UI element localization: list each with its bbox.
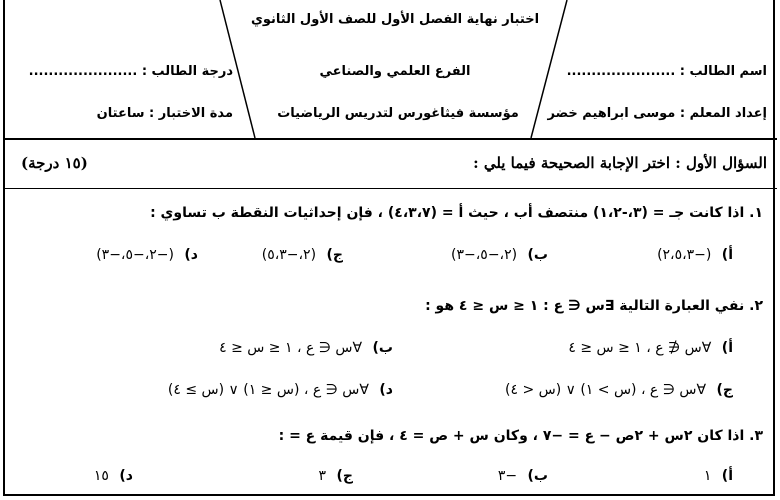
q2-option-c[interactable]	[505, 382, 733, 398]
teacher-label: إعداد المعلم : موسى ابراهيم خضر	[547, 106, 767, 121]
option-text: ∀س ∉ ع ، ١ ≤ س ≤ ٤	[568, 340, 712, 356]
question-1: ١. اذا كانت جـ = (٣،-١،٢) منتصف أب ، حيث أ = (٤،٣،٧) ، فإن إحداثيات النقطة ب تساوي :	[150, 205, 763, 221]
option-text: ١	[703, 468, 712, 484]
option-letter: ج)	[326, 247, 343, 263]
exam-title: اختبار نهاية الفصل الأول للصف الأول الثانوي	[250, 12, 540, 27]
section-title: السؤال الأول : اختر الإجابة الصحيحة فيما يلي :	[473, 154, 767, 172]
page-frame	[3, 0, 775, 496]
question-2: ٢. نفي العبارة التالية ∃س ∈ ع : ١ ≤ س ≤ ٤ هو :	[425, 298, 763, 314]
option-text: (−٢،٥،٣)	[657, 247, 712, 263]
q2-option-a[interactable]	[568, 340, 733, 356]
exam-duration-label: مدة الاختبار : ساعتان	[96, 106, 233, 121]
option-letter: د)	[119, 468, 133, 484]
q1-option-b[interactable]	[451, 247, 548, 263]
option-text: ٣	[318, 468, 327, 484]
option-letter: ج)	[716, 382, 733, 398]
student-grade-field: درجة الطالب : ......................	[28, 64, 233, 79]
option-letter: ب)	[527, 247, 548, 263]
option-text: (−٢،−٥،−٣)	[96, 247, 174, 263]
option-text: −٣	[497, 468, 518, 484]
q3-option-a[interactable]	[704, 468, 733, 484]
institute-label: مؤسسة فيثاغورس لتدريس الرياضيات	[277, 106, 519, 121]
q3-option-c[interactable]	[319, 468, 353, 484]
option-letter: ب)	[527, 468, 548, 484]
branch-label: الفرع العلمي والصناعي	[319, 64, 471, 79]
option-text: ∀س ∈ ع ، (س ≤ ١) ∨ (س ≥ ٤)	[167, 382, 369, 398]
option-letter: أ)	[721, 247, 733, 263]
option-letter: أ)	[721, 468, 733, 484]
option-text: ∀س ∈ ع ، (س > ١) ∨ (س < ٤)	[505, 382, 707, 398]
section-marks: (١٥ درجة)	[21, 154, 88, 172]
q1-option-a[interactable]	[657, 247, 733, 263]
option-letter: د)	[379, 382, 393, 398]
student-name-field: اسم الطالب : ......................	[566, 64, 767, 79]
option-letter: ج)	[336, 468, 353, 484]
q2-option-b[interactable]	[219, 340, 393, 356]
question-3: ٣. اذا كان ٢س + ٢ص − ع = −٧ ، وكان س + ص = ٤ ، فإن قيمة ع = :	[278, 428, 763, 444]
q3-option-d[interactable]	[94, 468, 133, 484]
option-letter: د)	[184, 247, 198, 263]
option-text: ١٥	[93, 468, 109, 484]
section-heading	[5, 138, 777, 189]
q3-option-b[interactable]	[498, 468, 548, 484]
option-letter: أ)	[721, 340, 733, 356]
option-text: (٢،−٥،٣)	[261, 247, 317, 263]
exam-header	[5, 0, 777, 140]
option-letter: ب)	[372, 340, 393, 356]
option-text: (٢،−٥،−٣)	[451, 247, 518, 263]
q1-option-c[interactable]	[262, 247, 343, 263]
q1-option-d[interactable]	[96, 247, 198, 263]
option-text: ∀س ∈ ع ، ١ ≤ س ≤ ٤	[219, 340, 363, 356]
q2-option-d[interactable]	[168, 382, 393, 398]
